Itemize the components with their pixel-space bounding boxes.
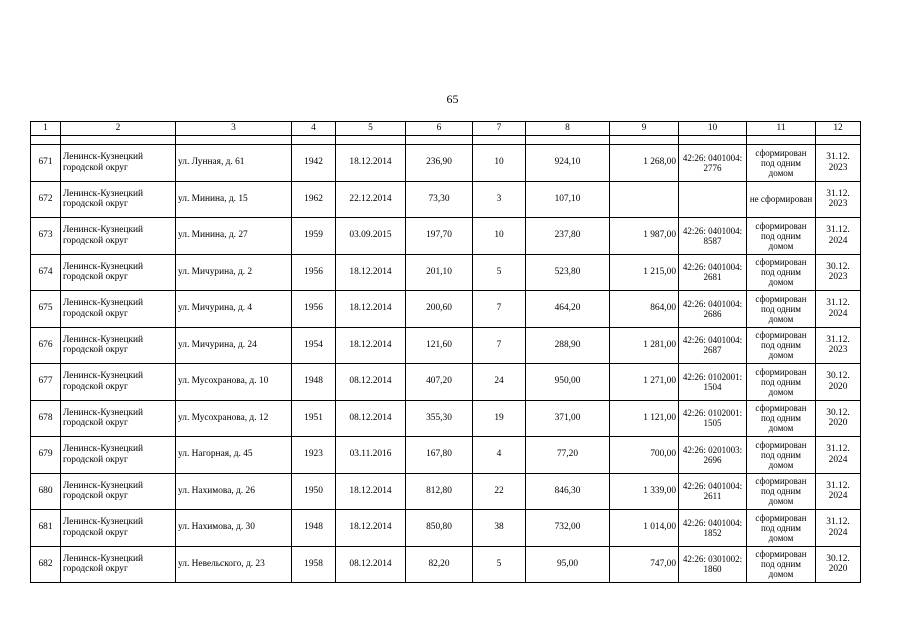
municipality-cell: Ленинск-Кузнецкий городской округ: [61, 473, 176, 510]
land-status-cell: сформирован под одним домом: [747, 510, 816, 547]
address-cell: ул. Мичурина, д. 24: [176, 327, 292, 364]
table-row: [31, 327, 861, 364]
row-number-cell: 681: [31, 510, 61, 547]
area-cell-3: 1 121,00: [610, 400, 679, 437]
date-cell: 08.12.2014: [336, 400, 406, 437]
municipality-cell: Ленинск-Кузнецкий городской округ: [61, 364, 176, 401]
area-cell: 197,70: [406, 218, 473, 255]
address-cell: ул. Минина, д. 27: [176, 218, 292, 255]
area-cell-2: 288,90: [526, 327, 610, 364]
row-number-cell: 680: [31, 473, 61, 510]
column-number-header: 1: [31, 122, 61, 136]
land-status-cell: сформирован под одним домом: [747, 437, 816, 474]
count-cell: 10: [473, 145, 526, 182]
address-cell: ул. Мусохранова, д. 12: [176, 400, 292, 437]
year-built-cell: 1962: [292, 181, 336, 218]
date-cell: 18.12.2014: [336, 291, 406, 328]
land-status-cell: сформирован под одним домом: [747, 546, 816, 583]
municipality-cell: Ленинск-Кузнецкий городской округ: [61, 218, 176, 255]
count-cell: 7: [473, 327, 526, 364]
row-number-cell: 682: [31, 546, 61, 583]
year-built-cell: 1923: [292, 437, 336, 474]
land-status-cell: сформирован под одним домом: [747, 400, 816, 437]
row-number-cell: 673: [31, 218, 61, 255]
area-cell: 82,20: [406, 546, 473, 583]
address-cell: ул. Мусохранова, д. 10: [176, 364, 292, 401]
row-number-cell: 671: [31, 145, 61, 182]
column-number-header: 4: [292, 122, 336, 136]
planned-date-cell: 31.12. 2024: [816, 473, 861, 510]
column-number-row: [31, 122, 861, 136]
area-cell: 236,90: [406, 145, 473, 182]
land-status-cell: сформирован под одним домом: [747, 254, 816, 291]
cadastral-number-cell: 42:26: 0401004: 2776: [679, 145, 747, 182]
area-cell: 73,30: [406, 181, 473, 218]
cadastral-number-cell: 42:26: 0401004: 2686: [679, 291, 747, 328]
cadastral-number-cell: 42:26: 0201003: 2696: [679, 437, 747, 474]
date-cell: 03.09.2015: [336, 218, 406, 255]
planned-date-cell: 30.12. 2020: [816, 400, 861, 437]
column-number-header: 3: [176, 122, 292, 136]
row-number-cell: 675: [31, 291, 61, 328]
year-built-cell: 1958: [292, 546, 336, 583]
table-row: [31, 145, 861, 182]
address-cell: ул. Нагорная, д. 45: [176, 437, 292, 474]
column-number-header: 9: [610, 122, 679, 136]
planned-date-cell: 31.12. 2024: [816, 218, 861, 255]
land-status-cell: сформирован под одним домом: [747, 145, 816, 182]
municipality-cell: Ленинск-Кузнецкий городской округ: [61, 254, 176, 291]
area-cell: 200,60: [406, 291, 473, 328]
area-cell-2: 950,00: [526, 364, 610, 401]
column-number-header: 2: [61, 122, 176, 136]
planned-date-cell: 30.12. 2020: [816, 546, 861, 583]
cadastral-number-cell: 42:26: 0401004: 2687: [679, 327, 747, 364]
land-status-cell: сформирован под одним домом: [747, 364, 816, 401]
table-row: [31, 364, 861, 401]
planned-date-cell: 31.12. 2024: [816, 510, 861, 547]
area-cell-2: 464,20: [526, 291, 610, 328]
address-cell: ул. Невельского, д. 23: [176, 546, 292, 583]
land-status-cell: сформирован под одним домом: [747, 291, 816, 328]
area-cell-2: 237,80: [526, 218, 610, 255]
area-cell-2: 732,00: [526, 510, 610, 547]
row-number-cell: 678: [31, 400, 61, 437]
area-cell-2: 924,10: [526, 145, 610, 182]
address-cell: ул. Нахимова, д. 30: [176, 510, 292, 547]
area-cell-2: 107,10: [526, 181, 610, 218]
area-cell-3: 864,00: [610, 291, 679, 328]
count-cell: 19: [473, 400, 526, 437]
date-cell: 08.12.2014: [336, 546, 406, 583]
row-number-cell: 679: [31, 437, 61, 474]
date-cell: 03.11.2016: [336, 437, 406, 474]
cadastral-number-cell: 42:26: 0102001: 1505: [679, 400, 747, 437]
area-cell-2: 371,00: [526, 400, 610, 437]
column-number-header: 12: [816, 122, 861, 136]
year-built-cell: 1942: [292, 145, 336, 182]
date-cell: 22.12.2014: [336, 181, 406, 218]
count-cell: 5: [473, 546, 526, 583]
municipality-cell: Ленинск-Кузнецкий городской округ: [61, 510, 176, 547]
table-row: [31, 473, 861, 510]
address-cell: ул. Нахимова, д. 26: [176, 473, 292, 510]
area-cell-3: 1 987,00: [610, 218, 679, 255]
area-cell: 812,80: [406, 473, 473, 510]
area-cell-2: 77,20: [526, 437, 610, 474]
date-cell: 18.12.2014: [336, 254, 406, 291]
area-cell-2: 523,80: [526, 254, 610, 291]
count-cell: 3: [473, 181, 526, 218]
address-cell: ул. Минина, д. 15: [176, 181, 292, 218]
row-number-cell: 677: [31, 364, 61, 401]
count-cell: 7: [473, 291, 526, 328]
area-cell-3: 700,00: [610, 437, 679, 474]
table-row: [31, 510, 861, 547]
land-status-cell: сформирован под одним домом: [747, 327, 816, 364]
cadastral-number-cell: 42:26: 0401004: 8587: [679, 218, 747, 255]
area-cell-2: 95,00: [526, 546, 610, 583]
spacer-row: [31, 136, 861, 145]
row-number-cell: 674: [31, 254, 61, 291]
year-built-cell: 1948: [292, 510, 336, 547]
area-cell-3: 1 215,00: [610, 254, 679, 291]
municipality-cell: Ленинск-Кузнецкий городской округ: [61, 181, 176, 218]
area-cell: 167,80: [406, 437, 473, 474]
area-cell-3: 1 281,00: [610, 327, 679, 364]
column-number-header: 6: [406, 122, 473, 136]
count-cell: 4: [473, 437, 526, 474]
area-cell-2: 846,30: [526, 473, 610, 510]
year-built-cell: 1948: [292, 364, 336, 401]
date-cell: 18.12.2014: [336, 473, 406, 510]
area-cell: 355,30: [406, 400, 473, 437]
table-row: [31, 181, 861, 218]
planned-date-cell: 31.12. 2023: [816, 145, 861, 182]
planned-date-cell: 31.12. 2023: [816, 181, 861, 218]
cadastral-number-cell: 42:26: 0401004: 2611: [679, 473, 747, 510]
area-cell: 407,20: [406, 364, 473, 401]
column-number-header: 8: [526, 122, 610, 136]
area-cell: 201,10: [406, 254, 473, 291]
year-built-cell: 1954: [292, 327, 336, 364]
date-cell: 18.12.2014: [336, 327, 406, 364]
address-cell: ул. Мичурина, д. 4: [176, 291, 292, 328]
date-cell: 18.12.2014: [336, 510, 406, 547]
address-cell: ул. Лунная, д. 61: [176, 145, 292, 182]
count-cell: 22: [473, 473, 526, 510]
count-cell: 24: [473, 364, 526, 401]
area-cell-3: 1 268,00: [610, 145, 679, 182]
table-row: [31, 546, 861, 583]
count-cell: 38: [473, 510, 526, 547]
column-number-header: 10: [679, 122, 747, 136]
area-cell-3: 1 014,00: [610, 510, 679, 547]
year-built-cell: 1959: [292, 218, 336, 255]
column-number-header: 11: [747, 122, 816, 136]
column-number-header: 7: [473, 122, 526, 136]
page-number: 65: [446, 92, 459, 106]
cadastral-number-cell: [679, 181, 747, 218]
table-row: [31, 218, 861, 255]
year-built-cell: 1950: [292, 473, 336, 510]
area-cell-3: [610, 181, 679, 218]
municipality-cell: Ленинск-Кузнецкий городской округ: [61, 327, 176, 364]
area-cell-3: 1 339,00: [610, 473, 679, 510]
land-status-cell: не сформирован: [747, 181, 816, 218]
address-cell: ул. Мичурина, д. 2: [176, 254, 292, 291]
cadastral-number-cell: 42:26: 0301002: 1860: [679, 546, 747, 583]
year-built-cell: 1951: [292, 400, 336, 437]
land-status-cell: сформирован под одним домом: [747, 473, 816, 510]
table-row: [31, 254, 861, 291]
column-number-header: 5: [336, 122, 406, 136]
municipality-cell: Ленинск-Кузнецкий городской округ: [61, 546, 176, 583]
area-cell: 121,60: [406, 327, 473, 364]
cadastral-number-cell: 42:26: 0401004: 2681: [679, 254, 747, 291]
area-cell-3: 1 271,00: [610, 364, 679, 401]
date-cell: 18.12.2014: [336, 145, 406, 182]
table-row: [31, 400, 861, 437]
year-built-cell: 1956: [292, 291, 336, 328]
count-cell: 5: [473, 254, 526, 291]
cadastral-number-cell: 42:26: 0102001: 1504: [679, 364, 747, 401]
area-cell: 850,80: [406, 510, 473, 547]
planned-date-cell: 30.12. 2020: [816, 364, 861, 401]
municipality-cell: Ленинск-Кузнецкий городской округ: [61, 400, 176, 437]
planned-date-cell: 31.12. 2024: [816, 437, 861, 474]
municipality-cell: Ленинск-Кузнецкий городской округ: [61, 437, 176, 474]
municipality-cell: Ленинск-Кузнецкий городской округ: [61, 145, 176, 182]
area-cell-3: 747,00: [610, 546, 679, 583]
planned-date-cell: 30.12. 2023: [816, 254, 861, 291]
planned-date-cell: 31.12. 2023: [816, 327, 861, 364]
table-row: [31, 437, 861, 474]
planned-date-cell: 31.12. 2024: [816, 291, 861, 328]
land-status-cell: сформирован под одним домом: [747, 218, 816, 255]
municipality-cell: Ленинск-Кузнецкий городской округ: [61, 291, 176, 328]
cadastral-number-cell: 42:26: 0401004: 1852: [679, 510, 747, 547]
housing-registry-table: [30, 121, 861, 583]
year-built-cell: 1956: [292, 254, 336, 291]
date-cell: 08.12.2014: [336, 364, 406, 401]
row-number-cell: 676: [31, 327, 61, 364]
table-row: [31, 291, 861, 328]
row-number-cell: 672: [31, 181, 61, 218]
count-cell: 10: [473, 218, 526, 255]
